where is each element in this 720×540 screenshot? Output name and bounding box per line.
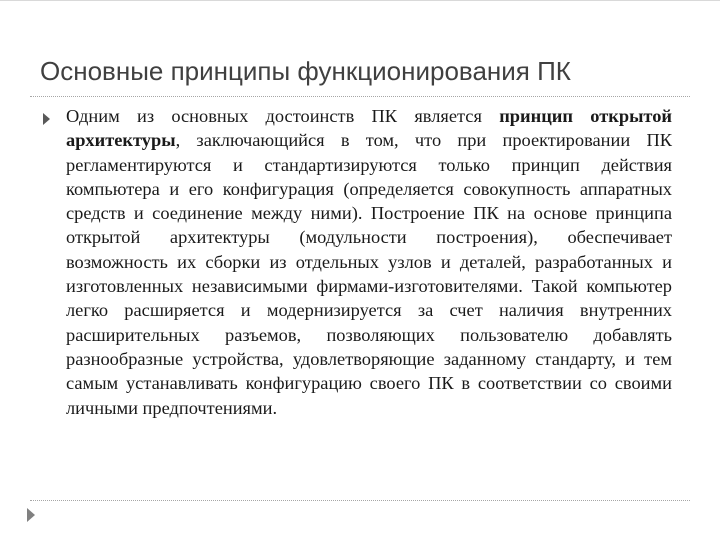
title-divider	[30, 96, 690, 97]
paragraph-emphasis: принцип открытой архитектуры	[66, 106, 673, 151]
bullet-paragraph	[66, 104, 672, 420]
paragraph-text-start: Одним из основных достоинств ПК является	[66, 106, 500, 126]
slide-title: Основные принципы функционирования ПК	[40, 56, 571, 86]
footer-divider	[30, 500, 690, 501]
paragraph-text-rest: , заключающийся в том, что при проектировании ПК регламентируются и стандартизируются только принцип действия компьютера и его конфигурация (определяется совокупность аппаратных средств и соединение между ними). Построение ПК на основе принципа открытой архитектуры (модульности построения), обеспечивает возможность их сборки из отдельных узлов и деталей, разработанных и изготовленных независимыми фирмами-изготовителями. Такой компьютер легко расширяется и модернизируется за счет наличия внутренних расширительных разъемов, позволяющих пользователю добавлять разнообразные устройства, удовлетворяющие заданному стандарту, и тем самым устанавливать конфигурацию своего ПК в соответствии со своими личными предпочтениями.	[66, 130, 672, 418]
next-slide-arrow-icon[interactable]	[27, 508, 35, 522]
triangle-bullet-icon	[43, 113, 50, 125]
